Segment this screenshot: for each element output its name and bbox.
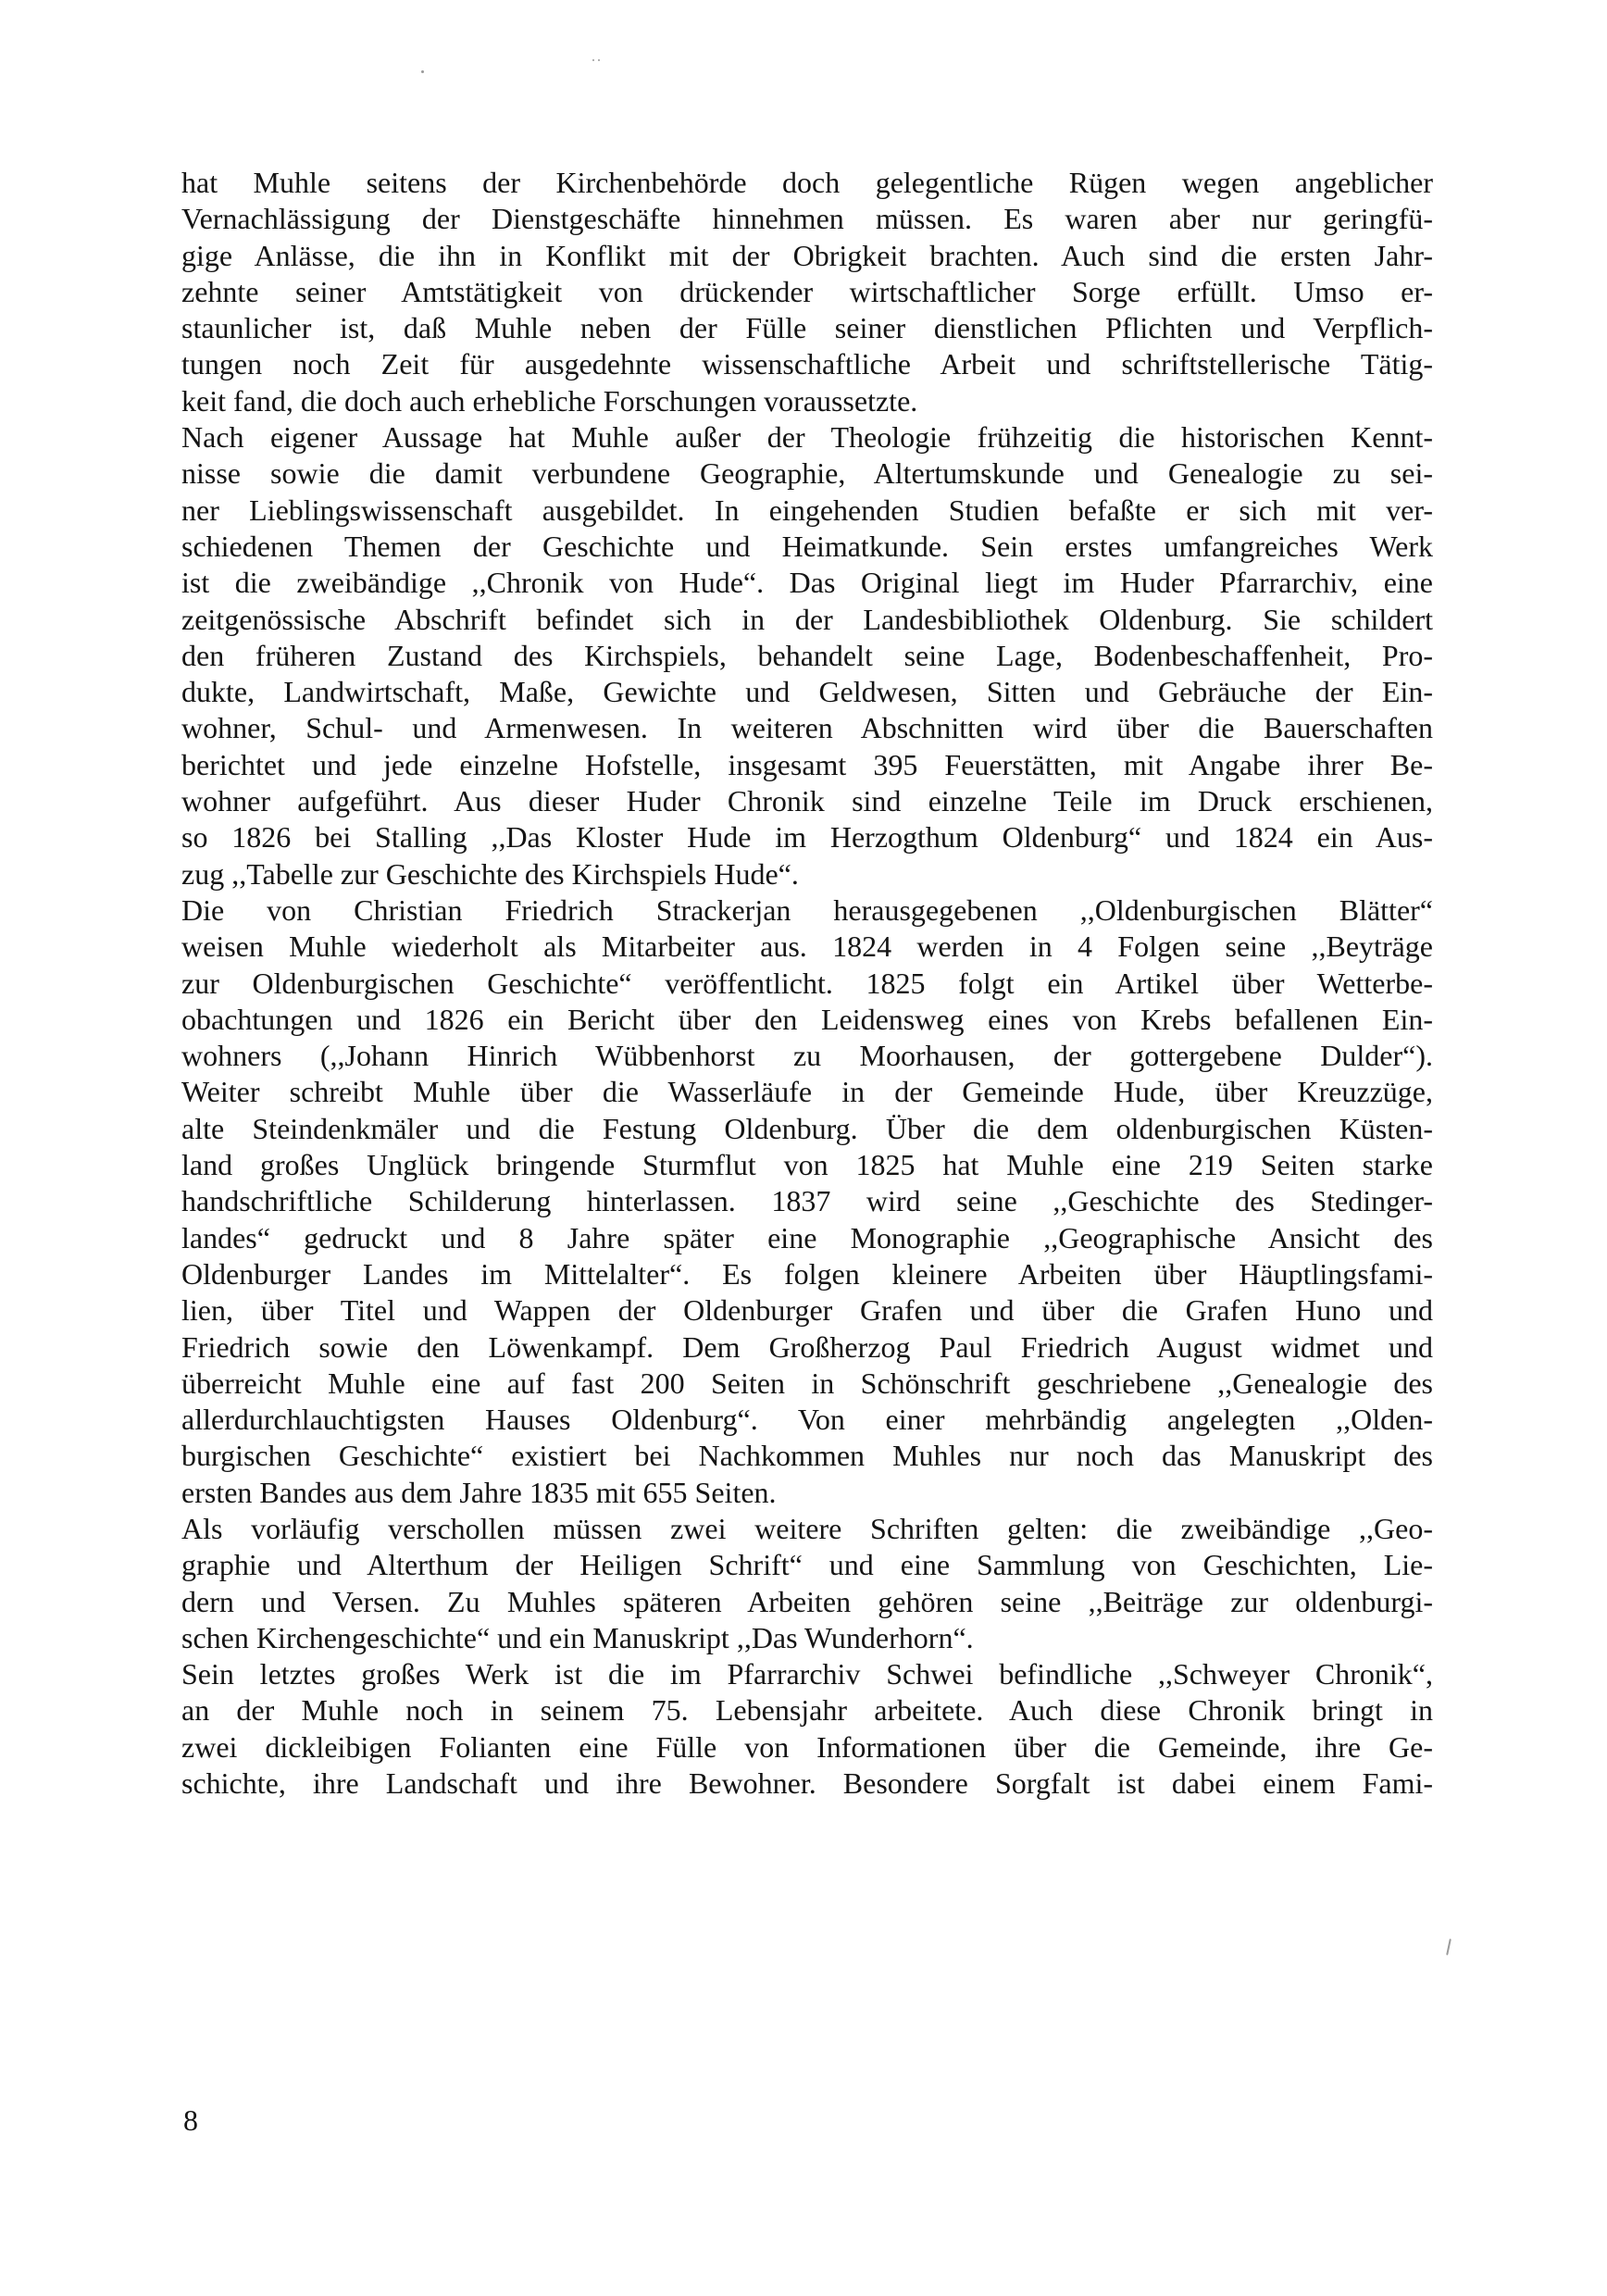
text-line: burgischen Geschichte“ existiert bei Nachkommen Muhles nur noch das Manuskript des xyxy=(181,1439,1433,1473)
text-line: so 1826 bei Stalling ,,Das Kloster Hude im Herzogthum Oldenburg“ und 1824 ein Aus- xyxy=(181,820,1433,855)
text-line: Sein letztes großes Werk ist die im Pfarrarchiv Schwei befindliche ,,Schweyer Chronik“, xyxy=(181,1657,1433,1691)
text-line: schen Kirchengeschichte“ und ein Manuskript ,,Das Wunderhorn“. xyxy=(181,1620,974,1654)
text-line: den früheren Zustand des Kirchspiels, behandelt seine Lage, Bodenbeschaffenheit, Pro- xyxy=(181,638,1433,672)
text-line: hat Muhle seitens der Kirchenbehörde doch gelegentliche Rügen wegen angeblicher xyxy=(181,166,1433,199)
page-number: 8 xyxy=(183,2103,198,2137)
text-line: dern und Versen. Zu Muhles späteren Arbeiten gehören seine ,,Beiträge zur oldenburgi- xyxy=(181,1584,1433,1618)
text-line: land großes Unglück bringende Sturmflut von 1825 hat Muhle eine 219 Seiten starke xyxy=(181,1148,1433,1182)
text-line: lien, über Titel und Wappen der Oldenburger Grafen und über die Grafen Huno und xyxy=(181,1293,1433,1328)
text-line: Friedrich sowie den Löwenkampf. Dem Großherzog Paul Friedrich August widmet und xyxy=(181,1329,1433,1364)
text-line: ner Lieblingswissenschaft ausgebildet. In eingehenden Studien befaßte er sich mit ver- xyxy=(181,493,1433,527)
text-line: wohners (,,Johann Hinrich Wübbenhorst zu Moorhausen, der gottergebene Dulder“). xyxy=(181,1039,1433,1073)
text-line: obachtungen und 1826 ein Bericht über den Leidensweg eines von Krebs befallenen Ein- xyxy=(181,1002,1433,1036)
text-line: Weiter schreibt Muhle über die Wasserläufe in der Gemeinde Hude, über Kreuzzüge, xyxy=(181,1075,1433,1109)
text-line: überreicht Muhle eine auf fast 200 Seiten in Schönschrift geschriebene ,,Genealogie des xyxy=(181,1366,1433,1400)
body-text xyxy=(181,165,1433,1802)
text-line: gige Anlässe, die ihn in Konflikt mit der Obrigkeit brachten. Auch sind die ersten Jahr- xyxy=(181,238,1433,272)
text-line: berichtet und jede einzelne Hofstelle, insgesamt 395 Feuerstätten, mit Angabe ihrer Be- xyxy=(181,747,1433,781)
text-line: schichte, ihre Landschaft und ihre Bewohner. Besondere Sorgfalt ist dabei einem Fami- xyxy=(181,1766,1433,1801)
text-line: zwei dickleibigen Folianten eine Fülle von Informationen über die Gemeinde, ihre Ge- xyxy=(181,1729,1433,1764)
paragraph xyxy=(181,1511,1433,1656)
text-line: allerdurchlauchtigsten Hauses Oldenburg“. Von einer mehrbändig angelegten ,,Olden- xyxy=(181,1403,1433,1437)
text-line: Als vorläufig verschollen müssen zwei weitere Schriften gelten: die zweibändige ,,Geo- xyxy=(181,1511,1433,1545)
text-line: schiedenen Themen der Geschichte und Heimatkunde. Sein erstes umfangreiches Werk xyxy=(181,529,1433,563)
text-line: Die von Christian Friedrich Strackerjan herausgegebenen ,,Oldenburgischen Blätter“ xyxy=(181,892,1433,927)
paragraph xyxy=(181,1656,1433,1802)
text-line: zehnte seiner Amtstätigkeit von drückender wirtschaftlicher Sorge erfüllt. Umso er- xyxy=(181,274,1433,308)
text-line: landes“ gedruckt und 8 Jahre später eine Monographie ,,Geographische Ansicht des xyxy=(181,1220,1433,1254)
text-line: zur Oldenburgischen Geschichte“ veröffentlicht. 1825 folgt ein Artikel über Wetterbe- xyxy=(181,966,1433,1000)
text-line: zug ,,Tabelle zur Geschichte des Kirchspiels Hude“. xyxy=(181,856,799,891)
paragraph xyxy=(181,165,1433,419)
text-line: an der Muhle noch in seinem 75. Lebensjahr arbeitete. Auch diese Chronik bringt in xyxy=(181,1693,1433,1728)
text-line: dukte, Landwirtschaft, Maße, Gewichte und Geldwesen, Sitten und Gebräuche der Ein- xyxy=(181,675,1433,709)
text-line: graphie und Alterthum der Heiligen Schrift“ und eine Sammlung von Geschichten, Lie- xyxy=(181,1548,1433,1582)
text-line: weisen Muhle wiederholt als Mitarbeiter aus. 1824 werden in 4 Folgen seine ,,Beyträge xyxy=(181,930,1433,964)
scan-speck xyxy=(1446,1939,1451,1955)
scan-speck xyxy=(421,70,424,73)
text-line: alte Steindenkmäler und die Festung Oldenburg. Über die dem oldenburgischen Küsten- xyxy=(181,1111,1433,1145)
text-line: handschriftliche Schilderung hinterlassen. 1837 wird seine ,,Geschichte des Stedinger- xyxy=(181,1184,1433,1218)
paragraph xyxy=(181,419,1433,892)
scan-speck xyxy=(592,59,594,61)
text-line: Oldenburger Landes im Mittelalter“. Es folgen kleinere Arbeiten über Häuptlingsfami- xyxy=(181,1256,1433,1291)
text-line: wohner aufgeführt. Aus dieser Huder Chronik sind einzelne Teile im Druck erschienen, xyxy=(181,784,1433,818)
text-line: wohner, Schul- und Armenwesen. In weiteren Abschnitten wird über die Bauerschaften xyxy=(181,711,1433,745)
text-line: Nach eigener Aussage hat Muhle außer der Theologie frühzeitig die historischen Kennt- xyxy=(181,420,1433,455)
text-line: zeitgenössische Abschrift befindet sich in der Landesbibliothek Oldenburg. Sie schildert xyxy=(181,602,1433,636)
scan-speck xyxy=(598,59,600,61)
text-line: ersten Bandes aus dem Jahre 1835 mit 655 Seiten. xyxy=(181,1475,777,1509)
paragraph xyxy=(181,892,1433,1511)
text-line: ist die zweibändige ,,Chronik von Hude“. Das Original liegt im Huder Pfarrarchiv, eine xyxy=(181,566,1433,600)
text-line: keit fand, die doch auch erhebliche Forschungen voraussetzte. xyxy=(181,383,918,418)
text-line: staunlicher ist, daß Muhle neben der Fülle seiner dienstlichen Pflichten und Verpflich- xyxy=(181,311,1433,345)
text-line: nisse sowie die damit verbundene Geographie, Altertumskunde und Genealogie zu sei- xyxy=(181,456,1433,491)
text-line: tungen noch Zeit für ausgedehnte wissenschaftliche Arbeit und schriftstellerische Tätig- xyxy=(181,347,1433,381)
text-line: Vernachlässigung der Dienstgeschäfte hinnehmen müssen. Es waren aber nur geringfü- xyxy=(181,202,1433,236)
